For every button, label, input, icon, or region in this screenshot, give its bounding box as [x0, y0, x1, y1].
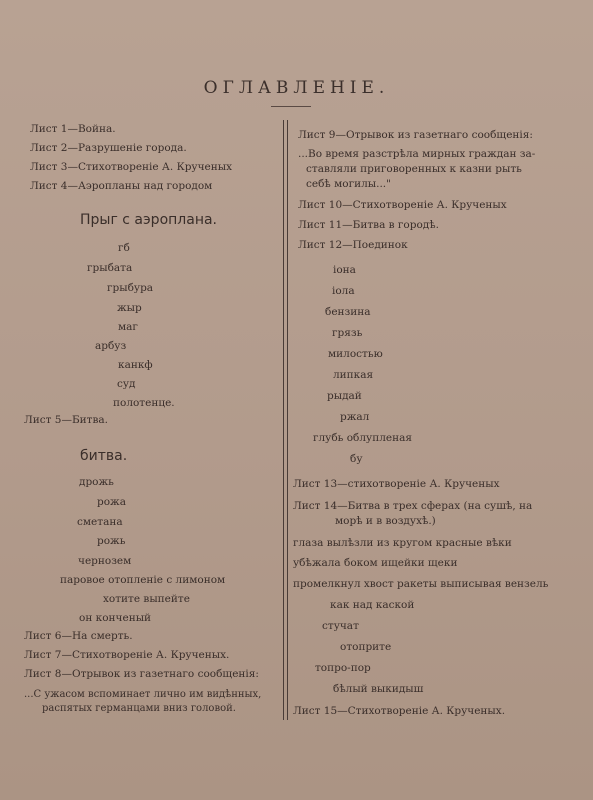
poem-line: іона — [333, 264, 356, 276]
quote-line: ...С ужасом вспоминает лично им видѣнных, — [24, 689, 262, 700]
poem-line: топро-пор — [315, 662, 371, 674]
quote-line: себѣ могилы..." — [306, 178, 391, 190]
poem-line: бу — [350, 453, 363, 465]
poem-line: грыбура — [107, 282, 154, 294]
toc-entry-6: Лист 6—На смерть. — [24, 630, 133, 642]
poem-line: стучат — [322, 620, 359, 632]
poem-line: рожь — [97, 535, 126, 547]
toc-entry-10: Лист 10—Стихотвореніе А. Крученых — [298, 199, 507, 211]
poem-line: маг — [118, 321, 138, 333]
toc-entry-2: Лист 2—Разрушеніе города. — [30, 142, 187, 154]
toc-entry-7: Лист 7—Стихотвореніе А. Крученых. — [24, 649, 230, 661]
section-heading-jump: Прыг с аэроплана. — [80, 212, 217, 228]
poem-line: дрожь — [79, 476, 114, 488]
poem-line: глубь облупленая — [313, 432, 412, 444]
quote-line: ставляли приговоренных к казни рыть — [306, 163, 522, 175]
poem-line: хотите выпейте — [103, 593, 190, 605]
poem-line: іола — [332, 285, 355, 297]
poem-line: грыбата — [87, 262, 133, 274]
poem-line: он конченый — [79, 612, 152, 624]
toc-entry-12: Лист 12—Поединок — [298, 239, 408, 251]
poem-line: сметана — [77, 516, 123, 528]
poem-line: жыр — [117, 302, 142, 314]
poem-line: чернозем — [78, 555, 132, 567]
poem-line: промелкнул хвост ракеты выписывая вензель — [293, 578, 549, 590]
toc-entry-11: Лист 11—Битва в городѣ. — [298, 219, 439, 231]
poem-line: ржал — [340, 411, 370, 423]
poem-line: канкф — [118, 359, 153, 371]
poem-line: как над каской — [330, 599, 415, 611]
poem-line: гб — [118, 242, 130, 254]
column-divider — [283, 120, 288, 720]
toc-entry-14: Лист 14—Битва в трех сферах (на сушѣ, на — [293, 500, 533, 512]
toc-entry-1: Лист 1—Война. — [30, 123, 116, 135]
section-heading-battle: битва. — [80, 448, 128, 464]
toc-entry-15: Лист 15—Стихотвореніе А. Крученых. — [293, 705, 506, 717]
quote-line: распятых германцами вниз головой. — [42, 703, 236, 714]
toc-entry-5: Лист 5—Битва. — [24, 414, 108, 426]
poem-line: рыдай — [327, 390, 362, 402]
poem-line: липкая — [333, 369, 374, 381]
poem-line: паровое отопленіе с лимоном — [60, 574, 226, 586]
toc-entry-8: Лист 8—Отрывок из газетнаго сообщенія: — [24, 668, 259, 680]
toc-entry-13: Лист 13—стихотвореніе А. Крученых — [293, 478, 500, 490]
poem-line: арбуз — [95, 340, 127, 352]
poem-line: бензина — [325, 306, 371, 318]
quote-line: ...Во время разстрѣла мирных граждан за- — [298, 148, 536, 160]
poem-line: отоприте — [340, 641, 392, 653]
toc-entry-4: Лист 4—Аэропланы над городом — [30, 180, 213, 192]
poem-line: милостью — [328, 348, 383, 360]
page-title: ОГЛАВЛЕНІЕ. — [203, 78, 390, 98]
toc-entry-14-cont: морѣ и в воздухѣ.) — [335, 515, 436, 527]
poem-line: рожа — [97, 496, 126, 508]
poem-line: грязь — [332, 327, 363, 339]
poem-line: убѣжала боком ищейки щеки — [293, 557, 458, 569]
poem-line: глаза вылѣзли из кругом красные вѣки — [293, 537, 512, 549]
title-underline — [271, 106, 311, 107]
poem-line: бѣлый выкидыш — [333, 683, 424, 695]
toc-entry-9: Лист 9—Отрывок из газетнаго сообщенія: — [298, 129, 533, 141]
poem-line: суд — [117, 378, 136, 390]
poem-line: полотенце. — [113, 397, 175, 409]
toc-entry-3: Лист 3—Стихотвореніе А. Крученых — [30, 161, 233, 173]
